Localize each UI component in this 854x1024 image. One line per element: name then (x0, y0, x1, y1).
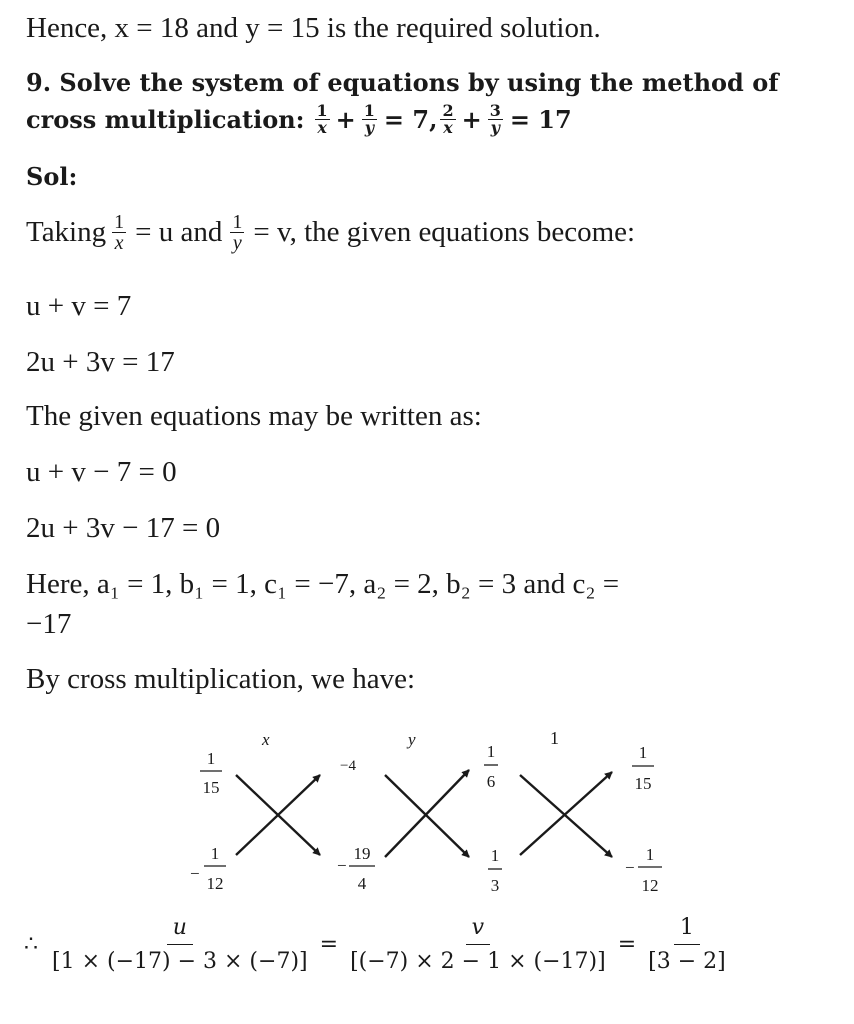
question-label: cross multiplication: (26, 105, 305, 134)
equation-1: u + v = 7 (26, 290, 132, 322)
left-top-num: 1 (206, 749, 216, 768)
frac-3-over-y: $\frac{3}{y}$ (489, 101, 501, 137)
taking-text: Taking (26, 216, 107, 248)
mid1-bottom-num: 19 (353, 844, 371, 863)
question-eq1-rhs: = 7, (383, 105, 438, 134)
mid2-top-den: 6 (486, 772, 496, 791)
cross-multiplication-diagram (0, 715, 854, 915)
taking-mid-text: = u and (135, 216, 223, 248)
left-bottom-num: 1 (210, 844, 220, 863)
written-as-text: The given equations may be written as: (26, 400, 482, 432)
right-bottom-den: 12 (641, 876, 659, 895)
right-bottom-num: 1 (645, 845, 655, 864)
left-top-den: 15 (202, 778, 220, 797)
left-bottom-den: 12 (206, 874, 224, 893)
cross-multiplication-text: By cross multiplication, we have: (26, 663, 416, 695)
solution-label: Sol: (26, 162, 78, 191)
frac-1-over-y: $\frac{1}{y}$ (363, 101, 375, 137)
equals-2: = (617, 932, 637, 958)
mid1-top: −4 (340, 758, 356, 774)
cross3-down-arrow (520, 775, 612, 857)
v-fraction: $\frac{v}{[(-7) \times 2 - 1 \times (-17)]}$ (350, 915, 606, 975)
equation-4: 2u + 3v − 17 = 0 (26, 512, 221, 544)
header-x: x (262, 730, 270, 749)
right-bottom-sign: − (625, 858, 635, 877)
equals-1: = (319, 932, 339, 958)
left-bottom-sign: − (190, 864, 200, 883)
mid1-bottom-sign: − (337, 856, 347, 875)
question-equations: cross multiplication: $\frac{1}{x}$ + $\frac{1}{y}$ = 7, $\frac{2}{x}$ + $\frac{3}{y}$ = 17 (26, 101, 572, 137)
final-relation (24, 915, 738, 975)
therefore-symbol: ∴ (24, 932, 38, 958)
right-top-den: 15 (634, 774, 652, 793)
right-top-num: 1 (638, 743, 648, 762)
u-fraction: $\frac{u}{[1 \times (-17) - 3 \times (-7)]}$ (52, 915, 308, 975)
cross3-up-arrow (520, 772, 612, 855)
coefficients-line-2: −17 (26, 608, 72, 640)
substitution-line (26, 212, 635, 253)
question-title: 9. Solve the system of equations by using the method of (26, 68, 779, 97)
taking-suffix-text: = v, the given equations become: (253, 216, 636, 248)
mid2-bottom-den: 3 (490, 876, 500, 895)
frac-1-over-y: $\frac{1}{y}$ (232, 211, 243, 254)
previous-solution-line: Hence, x = 18 and y = 15 is the required solution. (26, 12, 601, 44)
question-eq2-rhs: = 17 (509, 105, 572, 134)
equation-2: 2u + 3v = 17 (26, 346, 175, 378)
mid1-bottom-den: 4 (357, 874, 367, 893)
coefficients-line-1: Here, a₁ = 1, b₁ = 1, c₁ = −7, a₂ = 2, b₂ = 3 and c₂ = (26, 568, 620, 600)
frac-1-over-x: $\frac{1}{x}$ (114, 211, 125, 254)
header-y: y (408, 730, 416, 749)
header-1: 1 (550, 728, 559, 748)
one-fraction: $\frac{1}{[3 - 2]}$ (648, 915, 726, 975)
equation-3: u + v − 7 = 0 (26, 456, 177, 488)
mid2-top-num: 1 (486, 742, 496, 761)
frac-1-over-x: $\frac{1}{x}$ (316, 101, 328, 137)
frac-2-over-x: $\frac{2}{x}$ (442, 101, 454, 137)
mid2-bottom-num: 1 (490, 846, 500, 865)
